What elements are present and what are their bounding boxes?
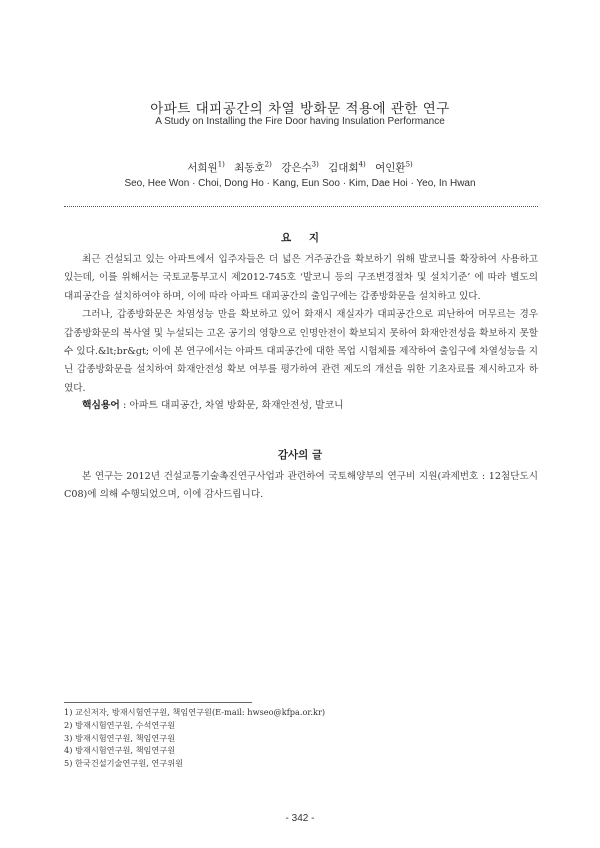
section-divider <box>64 206 538 207</box>
author-3 <box>281 162 319 174</box>
abstract-paragraph: 그러나, 갑종방화문은 차염성능 만을 확보하고 있어 화재시 재실자가 대피공간으로 피난하여 머무르는 경우 갑종방화문의 복사열 및 누설되는 고온 공기의 영향으로 인명안전이 확보되지 못하여 화재안전성을 확보하지 못할 수 있다.&lt;br&gt; 이에 본 연구에서는 아파트 대피공간에 대한 목업 시험체를 제작하여 출입구에 차열성능을 지닌 갑종방화문을 설치하여 화재안전성 확보 여부를 평가하여 관련 제도의 개선을 위한 기초자료를 제시하고자 하였다. <box>64 309 538 394</box>
footnote-item: 1) 교신저자, 방재시험연구원, 책임연구원(E-mail: hwseo@kfpa.or.kr) <box>64 707 326 717</box>
author-footnote-mark: 2) <box>264 160 272 169</box>
footnote-item: 3) 방재시험연구원, 책임연구원 <box>64 732 176 743</box>
author-footnote-mark: 4) <box>358 160 366 169</box>
footnote-item: 5) 한국건설기술연구원, 연구위원 <box>64 758 184 769</box>
author-1 <box>187 162 225 174</box>
author-4 <box>328 162 366 174</box>
footnotes <box>64 706 534 770</box>
footnote-rule <box>64 702 252 703</box>
author-name: 서희원 <box>187 162 218 174</box>
page-number: - 342 - <box>285 813 315 824</box>
author-2 <box>234 162 272 174</box>
keywords-text: : 아파트 대피공간, 차열 방화문, 화재안전성, 발코니 <box>119 400 344 411</box>
author-name: 여인환 <box>375 162 406 174</box>
author-name: 강은수 <box>281 162 312 174</box>
author-name: 최동호 <box>234 162 265 174</box>
footnote-item: 4) 방재시험연구원, 책임연구원 <box>64 745 176 756</box>
acknowledgement-body <box>64 468 538 505</box>
abstract-body <box>64 251 538 398</box>
author-footnote-mark: 3) <box>311 160 319 169</box>
author-5 <box>375 162 413 174</box>
author-list-korean <box>0 160 600 175</box>
author-footnote-mark: 1) <box>217 160 225 169</box>
acknowledgement-text: 본 연구는 2012년 건설교통기술촉진연구사업과 관련하여 국토해양부의 연구비 지원(과제번호 : 12첨단도시C08)에 의해 수행되었으며, 이에 감사드립니다. <box>64 471 538 501</box>
keywords-label: 핵심용어 <box>82 400 120 411</box>
abstract-paragraph: 최근 건설되고 있는 아파트에서 입주자들은 더 넓은 거주공간을 확보하기 위해 발코니를 확장하여 사용하고 있는데, 이를 위해서는 국토교통부고시 제2012-745호 ‘발코니 등의 구조변경절차 및 설치기준’ 에 따라 별도의 대피공간을 설치하여야 하며, 이에 따라 아파트 대피공간의 출입구에는 갑종방화문을 설치하고 있다. <box>64 254 538 302</box>
paper-title-korean: 아파트 대피공간의 차열 방화문 적용에 관한 연구 <box>150 101 450 117</box>
paper-title-english: A Study on Installing the Fire Door having Insulation Performance <box>155 116 445 127</box>
author-footnote-mark: 5) <box>405 160 413 169</box>
keywords <box>82 397 538 411</box>
footnote-item: 2) 방재시험연구원, 수석연구원 <box>64 719 176 730</box>
acknowledgement-heading: 감사의 글 <box>277 449 323 461</box>
abstract-heading: 요 지 <box>281 232 319 244</box>
author-list-english: Seo, Hee Won · Choi, Dong Ho · Kang, Eun Soo · Kim, Dae Hoi · Yeo, In Hwan <box>124 178 476 189</box>
author-name: 김대회 <box>328 162 359 174</box>
